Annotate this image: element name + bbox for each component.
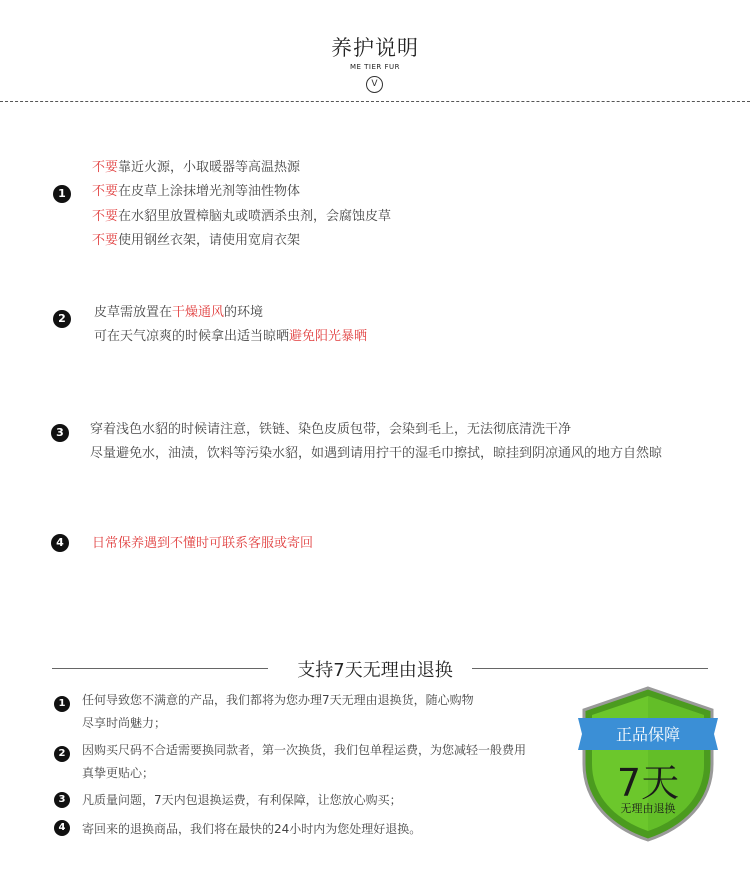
- care-text: 在皮草上涂抹增光剂等油性物体: [118, 184, 301, 199]
- returns-3-line-1: 凡质量问题，7天内包退换运费，有利保障，让您放心购买；: [82, 793, 402, 807]
- care-1-line-3: [92, 208, 391, 225]
- badge-ribbon-text: 正品保障: [615, 725, 681, 744]
- returns-4-line-1: 寄回来的退换商品，我们将在最快的24小时内为您处理好退换。: [82, 822, 422, 836]
- care-3-line-1: 穿着浅色水貂的时候请注意，铁链、染色皮质包带，会染到毛上，无法彻底清洗干净: [90, 422, 572, 437]
- care-1-line-4: [92, 232, 300, 249]
- returns-title-text: 支持7天无理由退换: [285, 660, 464, 681]
- care-text: 使用钢丝衣架，请使用宽肩衣架: [118, 233, 301, 248]
- number-3-icon: 3: [54, 792, 70, 808]
- warning-text: 不要: [92, 184, 119, 199]
- care-text: 在水貂里放置樟脑丸或喷洒杀虫剂，会腐蚀皮草: [118, 209, 392, 224]
- care-3-line-2: 尽量避免水，油渍，饮料等污染水貂，如遇到请用拧干的湿毛巾擦拭，晾挂到阴凉通风的地方自然晾: [90, 446, 663, 461]
- number-2-icon: 2: [54, 746, 70, 762]
- number-3-icon: 3: [51, 424, 69, 442]
- highlight-text: 避免阳光暴晒: [289, 329, 368, 344]
- returns-title: [0, 656, 750, 682]
- number-1-icon: 1: [54, 696, 70, 712]
- care-2-line-2: [94, 328, 367, 345]
- page-subtitle: ME TIER FUR: [349, 63, 401, 71]
- badge-big-text: 7天: [616, 761, 680, 805]
- care-text: 的环境: [224, 305, 264, 320]
- page-title: 养护说明: [331, 36, 419, 60]
- care-1-line-2: [92, 183, 300, 200]
- care-2-line-1: [94, 304, 263, 321]
- care-4-line: 日常保养遇到不懂时可联系客服或寄回: [92, 536, 314, 551]
- care-text: 靠近火源，小取暖器等高温热源: [118, 160, 301, 175]
- returns-2-line-1: 因购买尺码不合适需要换同款者，第一次换货，我们包单程运费，为您减轻一般费用: [82, 743, 527, 757]
- returns-1-line-2: 尽享时尚魅力；: [82, 716, 167, 730]
- number-4-icon: 4: [54, 820, 70, 836]
- number-2-icon: 2: [53, 310, 71, 328]
- returns-2-line-2: 真挚更贴心；: [82, 766, 155, 780]
- care-text: 可在天气凉爽的时候拿出适当晾晒: [94, 329, 290, 344]
- dashed-divider: [0, 101, 750, 102]
- warning-text: 不要: [92, 209, 119, 224]
- number-1-icon: 1: [53, 185, 71, 203]
- care-1-line-1: [92, 159, 300, 176]
- number-4-icon: 4: [51, 534, 69, 552]
- highlight-text: 干燥通风: [172, 305, 225, 320]
- guarantee-shield-icon: [576, 684, 720, 844]
- badge-small-text: 无理由退换: [620, 802, 676, 815]
- care-text: 皮草需放置在: [94, 305, 173, 320]
- returns-1-line-1: 任何导致您不满意的产品，我们都将为您办理7天无理由退换货，随心购物: [82, 693, 474, 707]
- warning-text: 不要: [92, 233, 119, 248]
- v-circle-icon: V: [366, 76, 383, 93]
- warning-text: 不要: [92, 160, 119, 175]
